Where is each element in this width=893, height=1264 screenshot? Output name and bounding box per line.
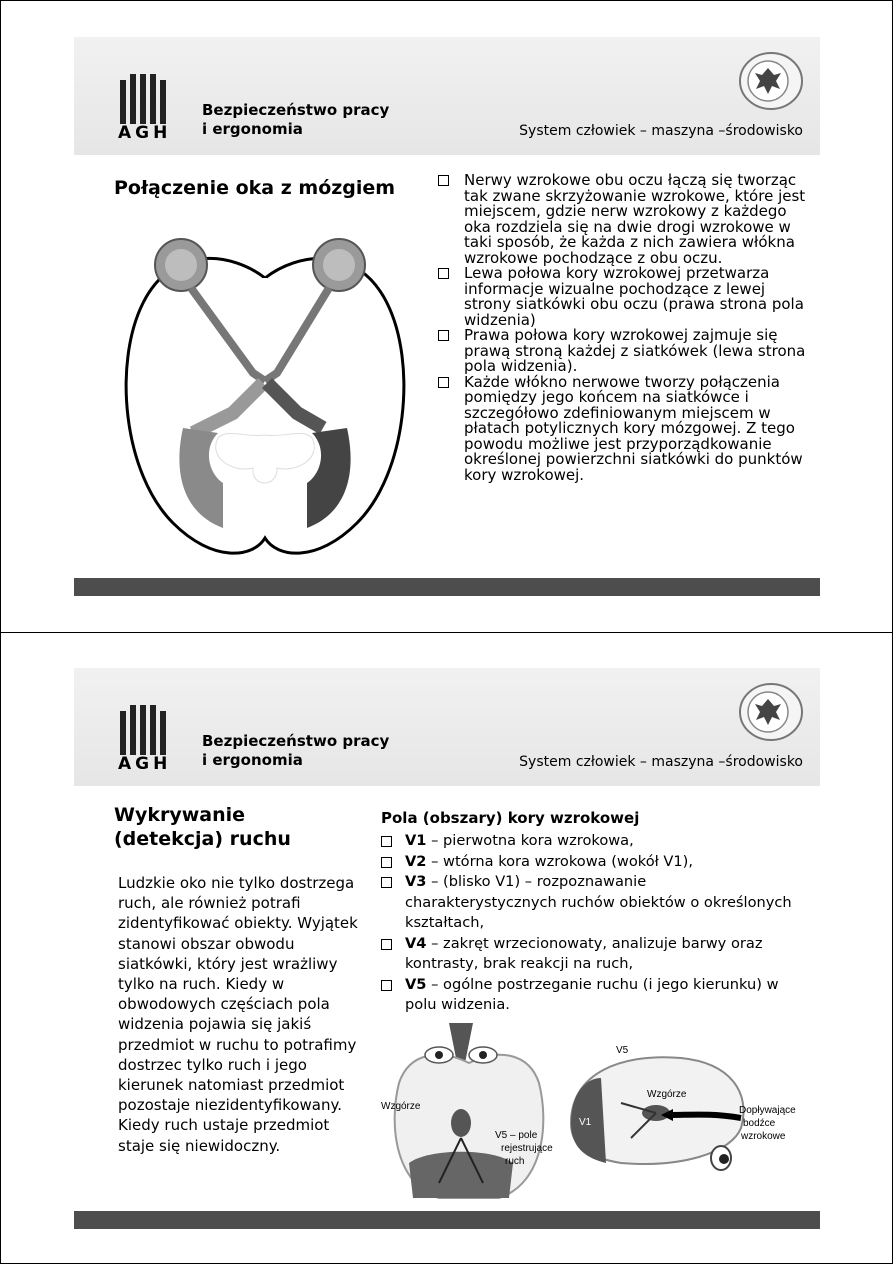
- slide-footer-bar: [74, 1211, 820, 1229]
- label-v5: V5: [616, 1045, 629, 1056]
- course-title: [202, 101, 389, 139]
- list-item-text: Każde włókno nerwowe tworzy połączenia pomiędzy jego końcem na siatkówce i szczegółowo zdefiniowanym miejscem w płatach potylicznych kory mózgowej. Z tego powodu możliwe jest przyporządkowanie określonej powierzchni siatkówki do punktów kory wzrokowej.: [464, 372, 803, 484]
- faculty-seal-icon: [738, 51, 804, 111]
- list-item: [381, 831, 801, 852]
- brain-top-view-figure: [379, 1013, 559, 1203]
- list-item: [438, 328, 808, 375]
- label-thalamus: Wzgórze: [381, 1101, 421, 1112]
- checkbox-bullet-icon: [381, 836, 392, 847]
- checkbox-bullet-icon: [381, 877, 392, 888]
- checkbox-bullet-icon: [438, 330, 449, 341]
- checkbox-bullet-icon: [438, 268, 449, 279]
- slide-header: [74, 668, 820, 786]
- bullet-list: [438, 173, 808, 483]
- motion-description: Ludzkie oko nie tylko dostrzega ruch, ale również potrafi zidentyfikować obiekty. Wyjątek stanowi obszar obwodu siatkówki, który jest wrażliwy tylko na ruch. Kiedy w obwodowych częściach pola widzenia pojawia się jakiś przedmiot w ruchu to potrafimy dostrzec tylko ruch i jego kierunek natomiast przedmiot pozostaje niezidentyfikowany. Kiedy ruch ustaje przedmiot staje się niewidoczny.: [118, 874, 358, 1155]
- slide-page-2: [0, 632, 893, 1264]
- course-title-line1: Bezpieczeństwo pracy: [202, 101, 390, 119]
- label-v5-line2: rejestrujące: [501, 1143, 553, 1154]
- label-input-line3: wzrokowe: [741, 1131, 786, 1142]
- list-item: [438, 266, 808, 328]
- label-input-line1: Dopływające: [739, 1105, 796, 1116]
- area-text: – pierwotna kora wzrokowa,: [426, 832, 634, 849]
- slide-title-line2: (detekcja) ruchu: [114, 828, 291, 850]
- list-item: [381, 872, 801, 934]
- checkbox-bullet-icon: [438, 377, 449, 388]
- area-code: V2: [405, 852, 427, 870]
- list-item-text: Prawa połowa kory wzrokowej zajmuje się prawą stroną każdej z siatkówek (lewa strona pola widzenia).: [464, 326, 806, 375]
- slide-subtitle: System człowiek – maszyna –środowisko: [519, 754, 803, 770]
- area-code: V5: [405, 975, 427, 993]
- list-item-text: Nerwy wzrokowe obu oczu łączą się tworząc tak zwane skrzyżowanie wzrokowe, które jest miejscem, gdzie nerw wzrokowy z każdego oka rozdziela się na dwie drogi wzrokowe w taki sposób, że każda z nich zawiera włókna wzrokowe pochodzące z obu oczu.: [464, 171, 806, 267]
- brain-side-view-figure: [561, 1043, 811, 1183]
- area-code: V3: [405, 873, 427, 890]
- list-item: [381, 934, 801, 975]
- slide-footer-bar: [74, 578, 820, 596]
- label-v5-line1: V5 – pole: [495, 1130, 538, 1141]
- slide-title: Połączenie oka z mózgiem: [114, 177, 396, 199]
- area-code: V1: [405, 832, 427, 849]
- checkbox-bullet-icon: [381, 939, 392, 950]
- slide-header: [74, 37, 820, 155]
- slide-title-line1: Wykrywanie: [114, 804, 246, 826]
- checkbox-bullet-icon: [381, 980, 392, 991]
- faculty-seal-icon: [738, 682, 804, 742]
- label-v5-line3: ruch: [505, 1156, 525, 1167]
- agh-logo-text: AGH: [118, 123, 172, 143]
- course-title-line2: i ergonomia: [202, 120, 303, 138]
- agh-logo-text: AGH: [118, 754, 172, 774]
- label-v1: V1: [579, 1117, 592, 1128]
- slide-subtitle: System człowiek – maszyna –środowisko: [519, 123, 803, 139]
- area-text: – (blisko V1) – rozpoznawanie charakterystycznych ruchów obiektów o określonych kształtach,: [405, 873, 792, 931]
- course-title: [202, 732, 389, 770]
- course-title-line2: i ergonomia: [202, 751, 303, 769]
- slide-title: [114, 803, 291, 851]
- list-item: [381, 852, 801, 873]
- list-item: [438, 372, 808, 484]
- label-input-line2: bodźce: [743, 1118, 776, 1129]
- course-title-line1: Bezpieczeństwo pracy: [202, 732, 390, 750]
- eye-brain-diagram: [113, 223, 423, 573]
- visual-areas-list: [381, 831, 801, 1016]
- area-text: – zakręt wrzecionowaty, analizuje barwy oraz kontrasty, brak reakcji na ruch,: [405, 934, 763, 972]
- checkbox-bullet-icon: [438, 175, 449, 186]
- list-item: [381, 975, 801, 1016]
- label-thalamus: Wzgórze: [647, 1089, 687, 1100]
- list-item-text: Lewa połowa kory wzrokowej przetwarza informacje wizualne pochodzące z lewej strony siatkówki obu oczu (prawa strona pola widzenia): [464, 264, 804, 329]
- area-text: – wtórna kora wzrokowa (wokół V1),: [426, 852, 694, 870]
- area-text: – ogólne postrzeganie ruchu (i jego kierunku) w polu widzenia.: [405, 975, 779, 1013]
- list-item: [438, 173, 808, 266]
- area-code: V4: [405, 934, 427, 952]
- checkbox-bullet-icon: [381, 857, 392, 868]
- areas-heading: Pola (obszary) kory wzrokowej: [381, 809, 640, 827]
